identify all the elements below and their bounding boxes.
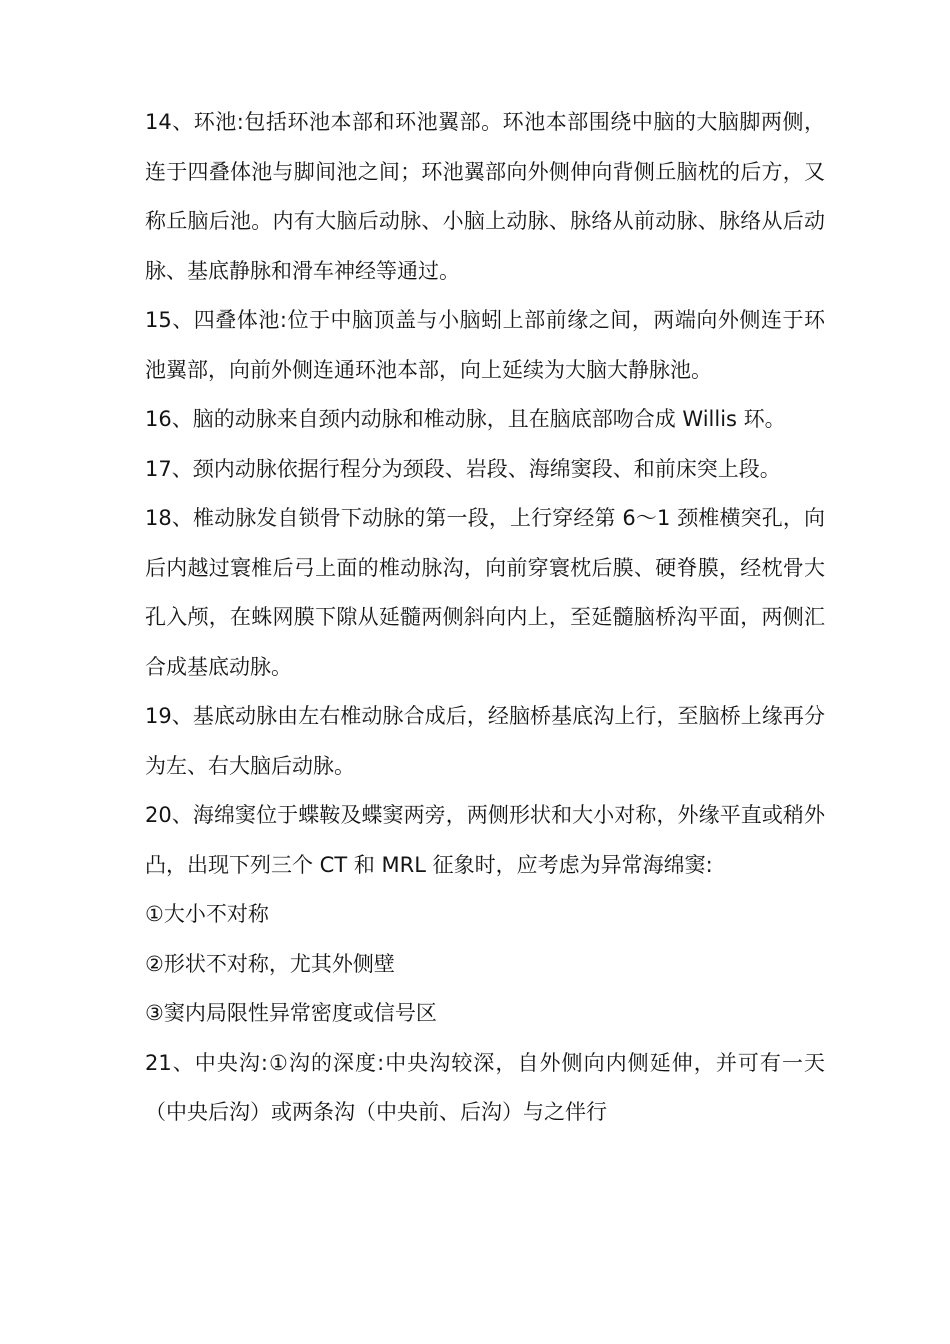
paragraph-20: 20、海绵窦位于蝶鞍及蝶窦两旁，两侧形状和大小对称，外缘平直或稍外凸，出现下列三个 CT 和 MRL 征象时，应考虑为异常海绵窦:: [145, 803, 825, 877]
list-item-2: ②形状不对称，尤其外侧壁: [145, 951, 395, 976]
paragraph-17: 17、颈内动脉依据行程分为颈段、岩段、海绵窦段、和前床突上段。: [145, 456, 781, 481]
paragraph-18: 18、椎动脉发自锁骨下动脉的第一段，上行穿经第 6～1 颈椎横突孔，向后内越过寰椎后弓上面的椎动脉沟，向前穿寰枕后膜、硬脊膜，经枕骨大孔入颅，在蛛网膜下隙从延髓两侧斜向内上，至延髓脑桥沟平面，两侧汇合成基底动脉。: [145, 506, 825, 679]
paragraph-21: 21、中央沟:①沟的深度:中央沟较深，自外侧向内侧延伸，并可有一天（中央后沟）或两条沟（中央前、后沟）与之伴行: [145, 1050, 825, 1124]
list-item-1: ①大小不对称: [145, 902, 269, 926]
paragraph-15: 15、四叠体池:位于中脑顶盖与小脑蚓上部前缘之间，两端向外侧连于环池翼部，向前外侧连通环池本部，向上延续为大脑大静脉池。: [145, 308, 825, 382]
paragraph-14: 14、环池:包括环池本部和环池翼部。环池本部围绕中脑的大脑脚两侧，连于四叠体池与脚间池之间；环池翼部向外侧伸向背侧丘脑枕的后方，又称丘脑后池。内有大脑后动脉、小脑上动脉、脉络从前动脉、脉络从后动脉、基底静脉和滑车神经等通过。: [145, 110, 825, 283]
document-body: [145, 98, 825, 1138]
paragraph-16: 16、脑的动脉来自颈内动脉和椎动脉，且在脑底部吻合成 Willis 环。: [145, 407, 786, 431]
list-item-3: ③窦内局限性异常密度或信号区: [145, 1001, 437, 1025]
paragraph-19: 19、基底动脉由左右椎动脉合成后，经脑桥基底沟上行，至脑桥上缘再分为左、右大脑后动脉。: [145, 704, 825, 778]
